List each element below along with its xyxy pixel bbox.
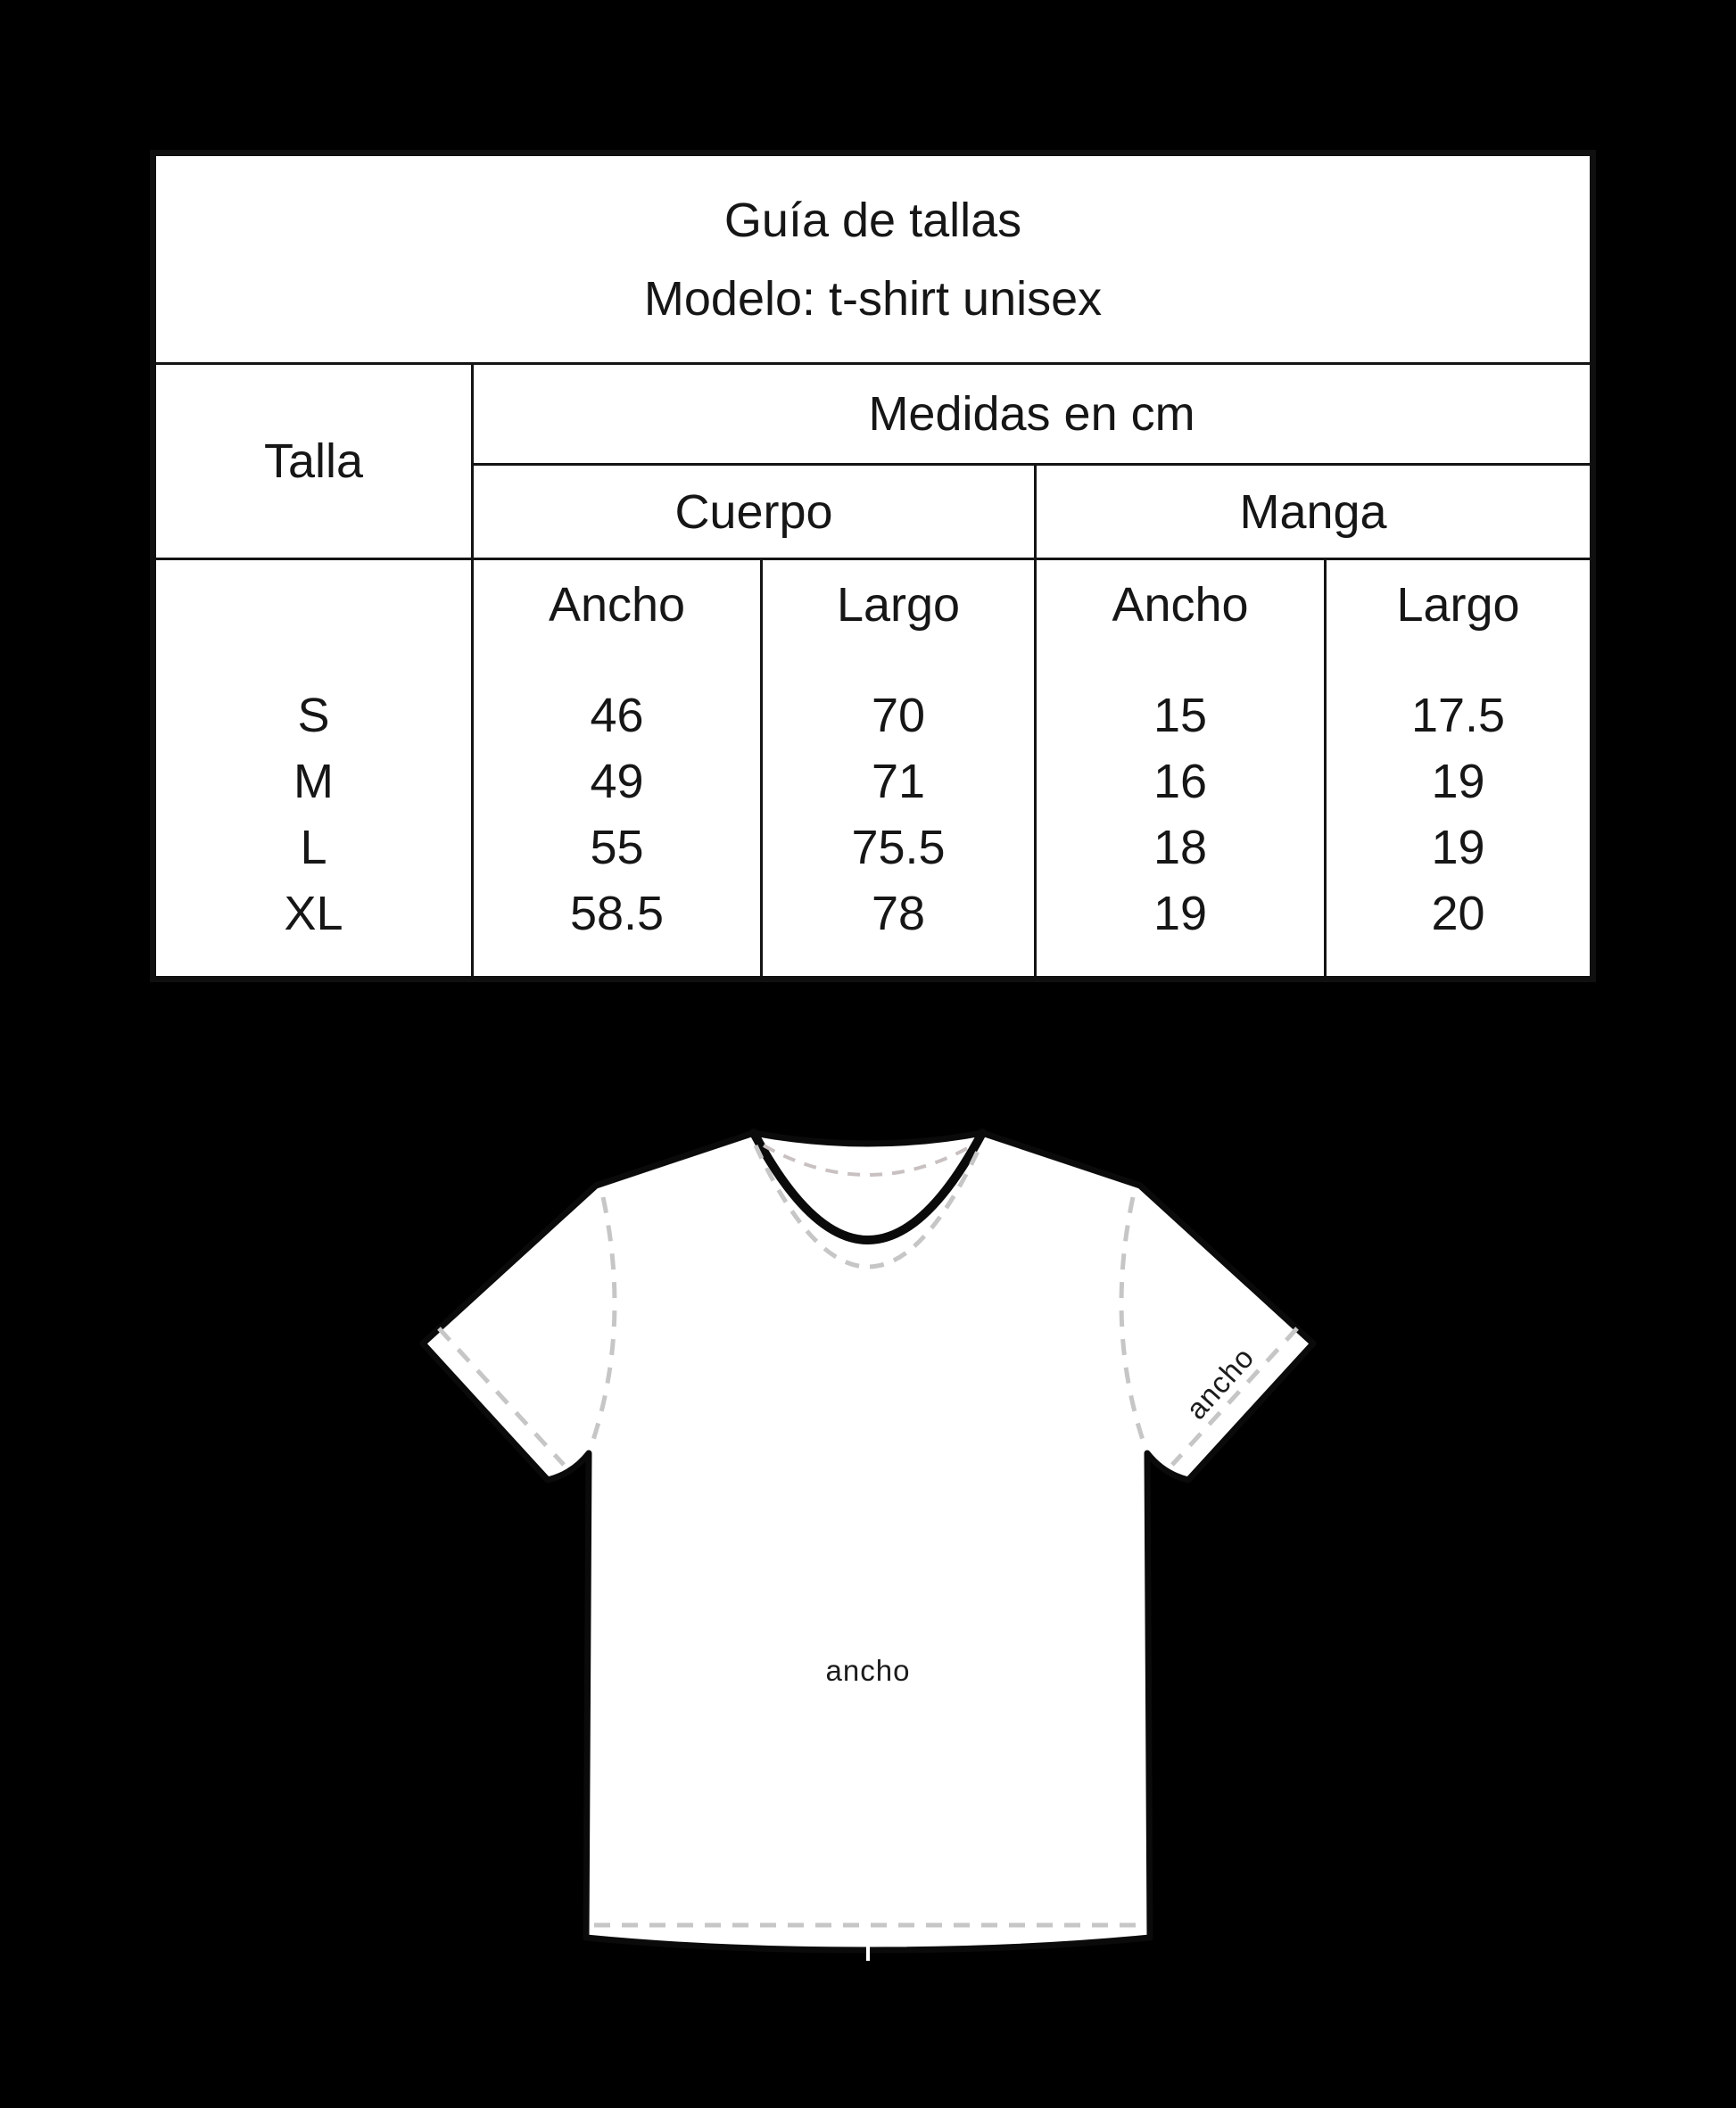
value-cell: 75.5 (851, 821, 946, 874)
sleeve-ancho-label: ancho (1178, 1340, 1261, 1426)
value-cell: 18 (1153, 821, 1208, 874)
subheader-manga-largo: Largo (1396, 578, 1520, 632)
guide-model: Modelo: t-shirt unisex (643, 271, 1103, 326)
column-header-medidas: Medidas en cm (473, 364, 1593, 465)
value-cell: 15 (1153, 689, 1208, 742)
subheader-cuerpo-ancho: Ancho (548, 578, 686, 632)
value-cell: 58.5 (569, 887, 665, 940)
body-ancho-label: ancho (825, 1654, 911, 1687)
subheader-cuerpo-largo: Largo (836, 578, 961, 632)
value-cell: 16 (1153, 755, 1208, 808)
value-cell: 17.5 (1410, 689, 1506, 742)
value-cell: 70 (871, 689, 926, 742)
value-cell: 46 (590, 689, 644, 742)
value-cell: 71 (871, 755, 926, 808)
size-label-xl: XL (284, 887, 343, 940)
size-label-s: S (297, 689, 330, 742)
value-cell: 78 (871, 887, 926, 940)
column-header-talla: Talla (153, 364, 473, 559)
value-cell: 55 (590, 821, 644, 874)
size-label-l: L (300, 821, 327, 874)
subheader-manga-ancho: Ancho (1112, 578, 1249, 632)
size-label-m: M (293, 755, 334, 808)
value-cell: 49 (590, 755, 644, 808)
value-cell: 20 (1431, 887, 1485, 940)
group-header-cuerpo: Cuerpo (473, 465, 1036, 559)
guide-title: Guía de tallas (723, 193, 1022, 247)
group-header-manga: Manga (1036, 465, 1593, 559)
value-cell: 19 (1431, 821, 1485, 874)
value-cell: 19 (1431, 755, 1485, 808)
value-cell: 19 (1153, 887, 1208, 940)
tshirt-outline (423, 1133, 1313, 1950)
